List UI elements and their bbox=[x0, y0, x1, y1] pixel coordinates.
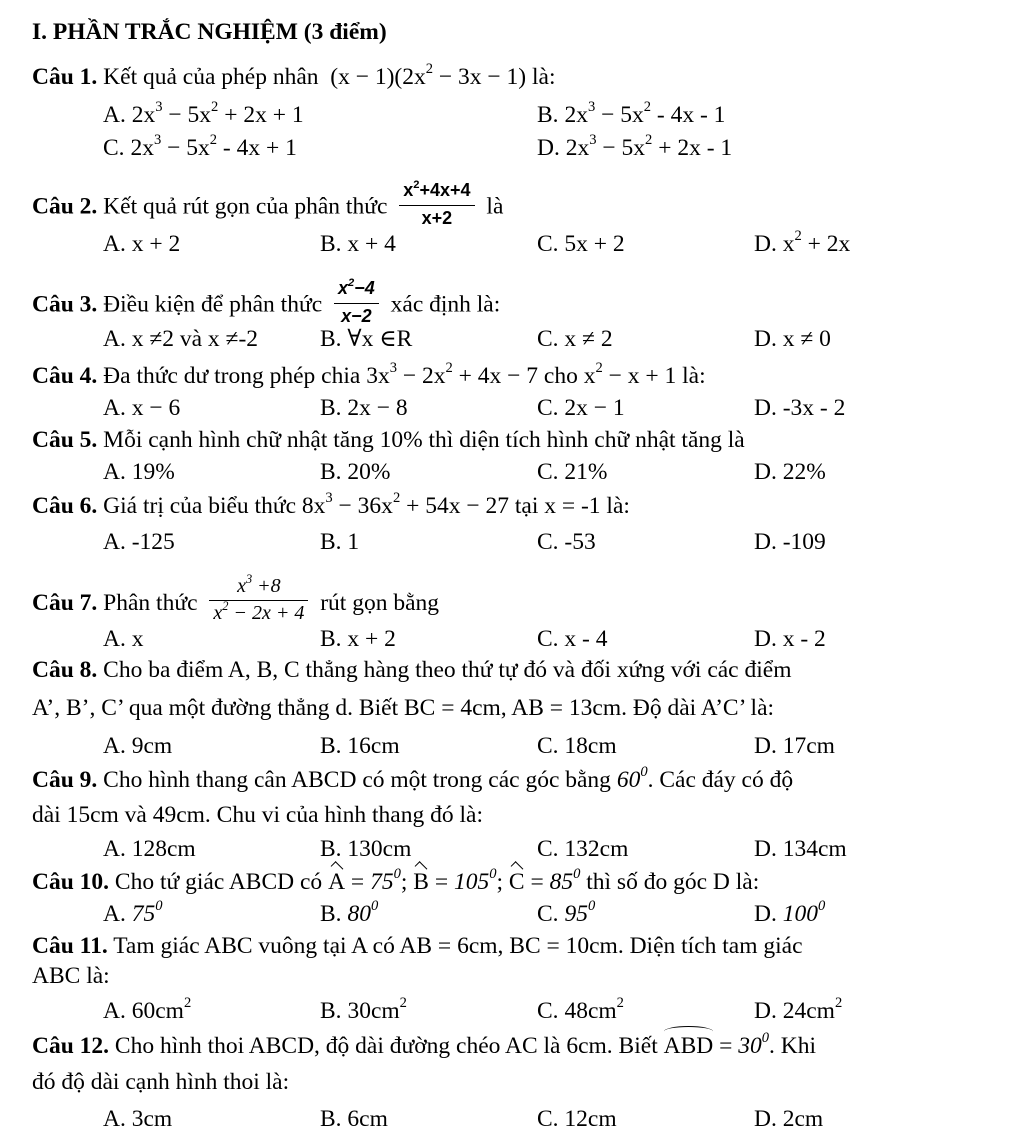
question-6-text-mid: tại x = -1 là: bbox=[514, 493, 630, 519]
question-1-option-c[interactable]: C. $2x^3 - 5x^2 - 4x + 1$ bbox=[103, 132, 297, 161]
question-7-option-d[interactable]: D. x - 2 bbox=[754, 626, 826, 652]
question-3-option-c[interactable]: C. x ≠ 2 bbox=[537, 326, 613, 352]
question-11-label: Câu 11. bbox=[32, 933, 108, 959]
question-5-option-d[interactable]: D. 22% bbox=[754, 459, 826, 485]
question-2-text: Kết quả rút gọn của phân thức bbox=[103, 193, 388, 220]
question-3-option-b[interactable]: B. ∀x ∈R bbox=[320, 326, 413, 352]
question-9-label: Câu 9. bbox=[32, 767, 98, 793]
question-12-option-c[interactable]: C. 12cm bbox=[537, 1106, 617, 1132]
question-11-line-2: ABC là: bbox=[32, 963, 110, 989]
question-7-text: Phân thức bbox=[103, 589, 198, 616]
question-4-divisor: $x^2 - x + 1$ bbox=[583, 360, 677, 389]
question-4-text: Đa thức dư trong phép chia bbox=[103, 363, 361, 389]
question-4-option-c[interactable]: C. 2x − 1 bbox=[537, 395, 625, 421]
question-9-option-a[interactable]: A. 128cm bbox=[103, 836, 196, 862]
question-4 bbox=[32, 362, 706, 393]
question-10-option-d[interactable]: D. $100^0$ bbox=[754, 898, 826, 927]
question-3-option-d[interactable]: D. x ≠ 0 bbox=[754, 326, 831, 352]
question-6-label: Câu 6. bbox=[32, 493, 98, 519]
question-9-text-after: . Các đáy có độ bbox=[647, 767, 794, 793]
question-12-option-d[interactable]: D. 2cm bbox=[754, 1106, 824, 1132]
question-7-option-a[interactable]: A. x bbox=[103, 626, 144, 652]
question-3-text-after: xác định là: bbox=[390, 291, 501, 318]
question-3-text: Điều kiện để phân thức bbox=[103, 291, 323, 318]
question-4-option-b[interactable]: B. 2x − 8 bbox=[320, 395, 408, 421]
question-10-text: Cho tứ giác ABCD có bbox=[114, 869, 323, 895]
question-6-option-a[interactable]: A. -125 bbox=[103, 529, 175, 555]
question-2-option-c[interactable]: C. 5x + 2 bbox=[537, 231, 625, 257]
question-7 bbox=[32, 571, 440, 631]
question-10-angles: $A = 75^0$; $B = 105^0$; $C = 85^0$ bbox=[328, 866, 581, 895]
question-7-option-c[interactable]: C. x - 4 bbox=[537, 626, 608, 652]
question-6-option-b[interactable]: B. 1 bbox=[320, 529, 360, 555]
question-12-angle: ABD = $30^0$ bbox=[663, 1030, 770, 1059]
question-5-text: Mỗi cạnh hình chữ nhật tăng 10% thì diện tích hình chữ nhật tăng là bbox=[103, 427, 745, 453]
question-8 bbox=[32, 656, 791, 684]
question-5-label: Câu 5. bbox=[32, 427, 98, 453]
question-4-option-d[interactable]: D. -3x - 2 bbox=[754, 395, 846, 421]
question-9-option-c[interactable]: C. 132cm bbox=[537, 836, 629, 862]
question-12-line-2: đó độ dài cạnh hình thoi là: bbox=[32, 1069, 290, 1095]
question-12-text-after: . Khi bbox=[769, 1033, 817, 1059]
question-2 bbox=[32, 178, 504, 234]
question-2-fraction: $\frac{x^2+4x+4}{x+2}$ bbox=[399, 178, 474, 230]
question-3-option-a[interactable]: A. x ≠2 và x ≠-2 bbox=[103, 326, 259, 352]
question-4-option-a[interactable]: A. x − 6 bbox=[103, 395, 181, 421]
question-8-line-2: A’, B’, C’ qua một đường thẳng d. Biết BC = 4cm, AB = 13cm. Độ dài A’C’ là: bbox=[32, 695, 775, 721]
question-8-option-a[interactable]: A. 9cm bbox=[103, 733, 173, 759]
question-9-option-d[interactable]: D. 134cm bbox=[754, 836, 847, 862]
question-2-option-a[interactable]: A. x + 2 bbox=[103, 231, 181, 257]
question-3-label: Câu 3. bbox=[32, 291, 98, 318]
question-12 bbox=[32, 1032, 816, 1063]
question-2-option-d[interactable]: D. $x^2 + 2x$ bbox=[754, 228, 851, 257]
question-1-text-after: là: bbox=[532, 64, 556, 90]
question-5 bbox=[32, 426, 745, 454]
question-1-option-a[interactable]: A. $2x^3 - 5x^2 + 2x + 1$ bbox=[103, 99, 304, 128]
question-11-option-b[interactable]: B. $30cm^2$ bbox=[320, 995, 407, 1024]
question-8-option-b[interactable]: B. 16cm bbox=[320, 733, 400, 759]
question-8-option-c[interactable]: C. 18cm bbox=[537, 733, 617, 759]
question-1-option-b[interactable]: B. $2x^3 - 5x^2 - 4x - 1$ bbox=[537, 99, 726, 128]
question-5-option-a[interactable]: A. 19% bbox=[103, 459, 175, 485]
question-9-angle: $60^0$ bbox=[616, 764, 648, 793]
question-11 bbox=[32, 932, 803, 960]
question-6-option-d[interactable]: D. -109 bbox=[754, 529, 826, 555]
question-2-text-after: là bbox=[486, 193, 504, 220]
question-6-text: Giá trị của biểu thức bbox=[103, 493, 297, 519]
question-8-text: Cho ba điểm A, B, C thẳng hàng theo thứ tự đó và đối xứng với các điểm bbox=[103, 657, 792, 683]
question-11-option-a[interactable]: A. $60cm^2$ bbox=[103, 995, 192, 1024]
question-7-label: Câu 7. bbox=[32, 589, 98, 616]
question-1-option-d[interactable]: D. $2x^3 - 5x^2 + 2x - 1$ bbox=[537, 132, 733, 161]
question-12-option-b[interactable]: B. 6cm bbox=[320, 1106, 388, 1132]
question-8-option-d[interactable]: D. 17cm bbox=[754, 733, 835, 759]
question-11-text: Tam giác ABC vuông tại A có AB = 6cm, BC = 10cm. Diện tích tam giác bbox=[113, 933, 803, 959]
question-5-option-b[interactable]: B. 20% bbox=[320, 459, 391, 485]
question-7-fraction: $\frac{x^3 +8}{x^2 - 2x + 4}$ bbox=[209, 574, 308, 627]
question-6 bbox=[32, 492, 630, 523]
question-10-label: Câu 10. bbox=[32, 869, 110, 895]
question-9 bbox=[32, 766, 793, 797]
question-10-option-c[interactable]: C. $95^0$ bbox=[537, 898, 596, 927]
question-2-label: Câu 2. bbox=[32, 193, 98, 220]
section-title: I. PHẦN TRẮC NGHIỆM (3 điểm) bbox=[32, 19, 387, 45]
question-4-text-mid: cho bbox=[543, 363, 578, 389]
question-7-option-b[interactable]: B. x + 2 bbox=[320, 626, 396, 652]
question-7-text-after: rút gọn bằng bbox=[320, 589, 440, 616]
question-6-expression: $8x^3 - 36x^2 + 54x - 27$ bbox=[301, 490, 509, 519]
question-10-text-after: thì số đo góc D là: bbox=[586, 869, 760, 895]
question-10 bbox=[32, 868, 759, 899]
question-8-label: Câu 8. bbox=[32, 657, 98, 683]
question-10-option-b[interactable]: B. $80^0$ bbox=[320, 898, 379, 927]
question-1 bbox=[32, 63, 556, 94]
question-1-expression: $(x - 1)(2x^2 - 3x - 1)$ bbox=[324, 61, 527, 90]
question-2-option-b[interactable]: B. x + 4 bbox=[320, 231, 396, 257]
question-11-option-c[interactable]: C. $48cm^2$ bbox=[537, 995, 624, 1024]
question-10-option-a[interactable]: A. $75^0$ bbox=[103, 898, 163, 927]
question-12-option-a[interactable]: A. 3cm bbox=[103, 1106, 173, 1132]
question-4-text-after: là: bbox=[682, 363, 706, 389]
question-9-text: Cho hình thang cân ABCD có một trong các góc bằng bbox=[103, 767, 611, 793]
question-1-label: Câu 1. bbox=[32, 64, 98, 90]
question-12-text: Cho hình thoi ABCD, độ dài đường chéo AC là 6cm. Biết bbox=[114, 1033, 658, 1059]
question-9-option-b[interactable]: B. 130cm bbox=[320, 836, 412, 862]
question-6-option-c[interactable]: C. -53 bbox=[537, 529, 596, 555]
question-9-line-2: dài 15cm và 49cm. Chu vi của hình thang đó là: bbox=[32, 802, 483, 828]
question-4-label: Câu 4. bbox=[32, 363, 98, 389]
question-5-option-c[interactable]: C. 21% bbox=[537, 459, 608, 485]
question-3-fraction: $\frac{x^2-4}{x-2}$ bbox=[334, 276, 379, 328]
question-1-text: Kết quả của phép nhân bbox=[103, 64, 319, 90]
question-11-option-d[interactable]: D. $24cm^2$ bbox=[754, 995, 843, 1024]
question-12-label: Câu 12. bbox=[32, 1033, 110, 1059]
question-4-dividend: $3x^3 - 2x^2 + 4x - 7$ bbox=[366, 360, 539, 389]
